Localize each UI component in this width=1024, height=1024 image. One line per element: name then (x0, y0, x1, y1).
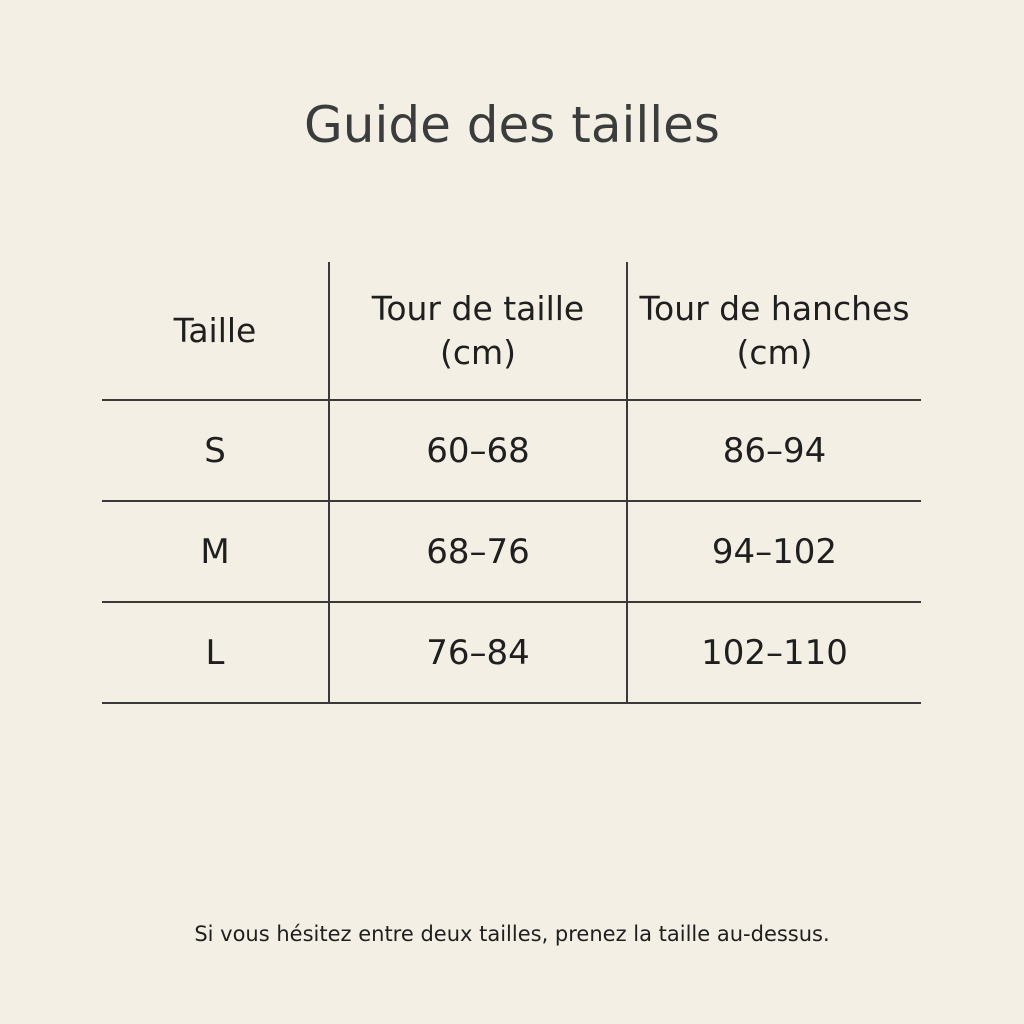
table-row (102, 400, 921, 501)
cell-size: S (102, 400, 329, 501)
cell-size: M (102, 501, 329, 602)
cell-hips: 102–110 (627, 602, 921, 703)
cell-hips: 94–102 (627, 501, 921, 602)
cell-waist: 76–84 (329, 602, 627, 703)
table-row (102, 501, 921, 602)
page-title: Guide des tailles (304, 96, 720, 154)
table-row (102, 602, 921, 703)
footnote: Si vous hésitez entre deux tailles, prenez la taille au-dessus. (194, 922, 830, 946)
cell-waist: 68–76 (329, 501, 627, 602)
header-waist: Tour de taille (cm) (329, 262, 627, 400)
cell-size: L (102, 602, 329, 703)
size-table (102, 262, 921, 704)
header-hips: Tour de hanches (cm) (627, 262, 921, 400)
cell-hips: 86–94 (627, 400, 921, 501)
cell-waist: 60–68 (329, 400, 627, 501)
header-size: Taille (102, 262, 329, 400)
table-header-row (102, 262, 921, 400)
